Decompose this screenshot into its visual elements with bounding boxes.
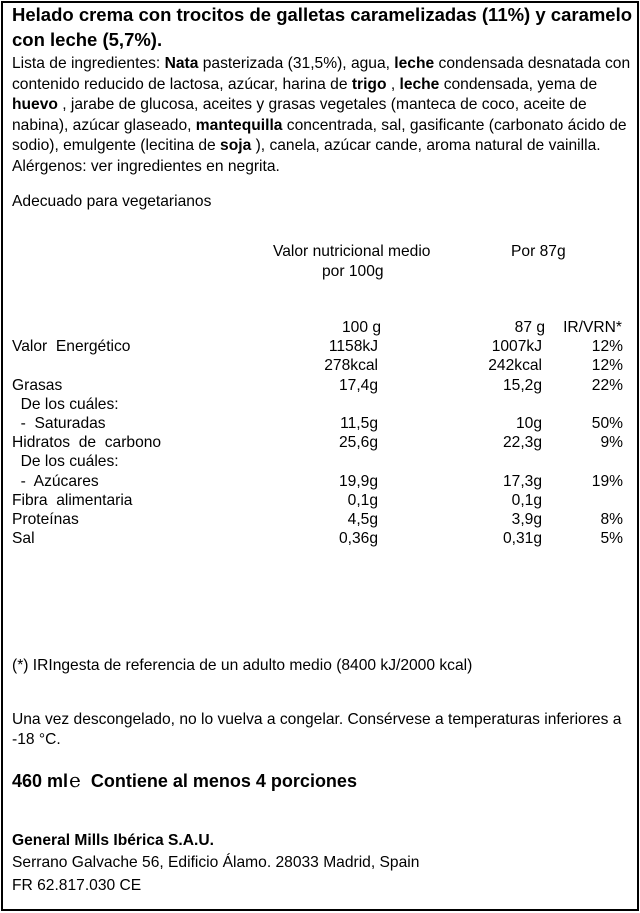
nutrient-ri-percent: 22%: [591, 377, 623, 394]
nutrient-ri-percent: 12%: [591, 357, 623, 374]
volume-line: [12, 768, 357, 793]
volume-value: 460 ml: [12, 771, 69, 791]
company-name: General Mills Ibérica S.A.U.: [12, 832, 214, 849]
product-title: Helado crema con trocitos de galletas caramelizadas (11%) y caramelo con leche (5,7%).: [12, 4, 633, 50]
nutrient-label: Proteínas: [12, 511, 79, 528]
allergen-term: huevo: [12, 96, 58, 113]
subheader-100g: 100 g: [341, 319, 381, 336]
nutrient-per-portion: 10g: [515, 415, 542, 432]
nutrient-per-portion: 0,31g: [502, 530, 542, 547]
ingredient-text: Lista de ingredientes:: [12, 55, 165, 72]
allergen-term: Nata: [164, 55, 199, 72]
nutrient-per-100g: 0,36g: [338, 530, 378, 547]
allergen-term: leche: [394, 55, 435, 72]
nutrient-ri-percent: 8%: [600, 511, 623, 528]
ingredient-text: ,: [386, 75, 400, 93]
nutrient-per-100g: 17,4g: [338, 377, 378, 394]
company-address: Serrano Galvache 56, Edificio Álamo. 28033 Madrid, Spain: [12, 854, 420, 871]
portions-text: Contiene al menos 4 porciones: [90, 771, 357, 791]
nutrient-per-100g: 0,1g: [347, 492, 378, 509]
subheader-87g: 87 g: [514, 319, 545, 336]
nutrient-ri-percent: 19%: [591, 473, 623, 490]
storage-instructions: Una vez descongelado, no lo vuelva a congelar. Consérvese a temperaturas inferiores a -18 °C.: [12, 711, 622, 748]
ingredients-list: [12, 54, 632, 177]
ingredient-text: , jarabe de glucosa, aceites y grasas vegetales (manteca de coco, aceite de nabina), azúcar glaseado,: [12, 96, 587, 134]
nutrient-label: - Azúcares: [12, 473, 99, 490]
nutrient-per-100g: 1158kJ: [328, 338, 378, 355]
nutrient-per-100g: 19,9g: [338, 473, 378, 490]
nutrient-ri-percent: 5%: [600, 530, 623, 547]
nutrient-ri-percent: 12%: [591, 338, 623, 355]
nutrient-per-portion: 3,9g: [511, 511, 542, 528]
nutrient-per-portion: 0,1g: [511, 492, 542, 509]
nutrient-label: Fibra alimentaria: [12, 492, 133, 509]
subheader-ri: IR/VRN*: [563, 319, 622, 336]
ingredient-text: pasterizada (31,5%), agua,: [198, 55, 395, 72]
nutrient-per-portion: 15,2g: [502, 377, 542, 394]
ingredient-text: ), canela, azúcar cande, aroma natural de vainilla. Alérgenos: ver ingredientes en negrita.: [12, 137, 601, 175]
nutrient-label: Hidratos de carbono: [12, 434, 162, 451]
nutrient-ri-percent: 9%: [600, 434, 623, 451]
nutrient-per-portion: 242kcal: [488, 357, 542, 374]
nutrient-label: Valor Energético: [12, 338, 131, 355]
footnote: (*) IRIngesta de referencia de un adulto medio (8400 kJ/2000 kcal): [12, 657, 473, 674]
header-per-100-line1: Valor nutricional medio: [273, 243, 431, 260]
nutrient-per-portion: 17,3g: [502, 473, 542, 490]
registration-number: FR 62.817.030 CE: [12, 877, 142, 894]
nutrient-label: Sal: [12, 530, 35, 547]
vegetarian-note: Adecuado para vegetarianos: [12, 193, 212, 210]
nutrient-per-100g: 278kcal: [324, 357, 378, 374]
nutrient-label: Grasas: [12, 377, 63, 394]
header-per-portion: Por 87g: [511, 243, 566, 260]
ingredient-text: condensada, yema de: [439, 75, 598, 93]
nutrient-per-portion: 22,3g: [502, 434, 542, 451]
ingredient-text: condensada desnatada con contenido reducido de lactosa, azúcar, harina de: [12, 55, 631, 93]
allergen-term: mantequilla: [195, 116, 283, 134]
nutrient-label: De los cuáles:: [12, 396, 119, 413]
allergen-term: soja: [220, 137, 252, 154]
allergen-term: leche: [399, 75, 440, 93]
nutrient-label: - Saturadas: [12, 415, 106, 432]
nutrient-per-100g: 11,5g: [340, 415, 378, 432]
estimated-sign-icon: e: [69, 768, 81, 792]
nutrient-ri-percent: 50%: [591, 415, 623, 432]
allergen-term: trigo: [351, 75, 387, 93]
nutrient-per-100g: 25,6g: [338, 434, 378, 451]
nutrient-per-100g: 4,5g: [347, 511, 378, 528]
nutrient-label: De los cuáles:: [12, 453, 119, 470]
header-per-100-line2: por 100g: [322, 263, 384, 280]
ingredient-text: concentrada, sal, gasificante (carbonato ácido de sodio), emulgente (lecitina de: [12, 116, 627, 154]
nutrient-per-portion: 1007kJ: [491, 338, 542, 355]
